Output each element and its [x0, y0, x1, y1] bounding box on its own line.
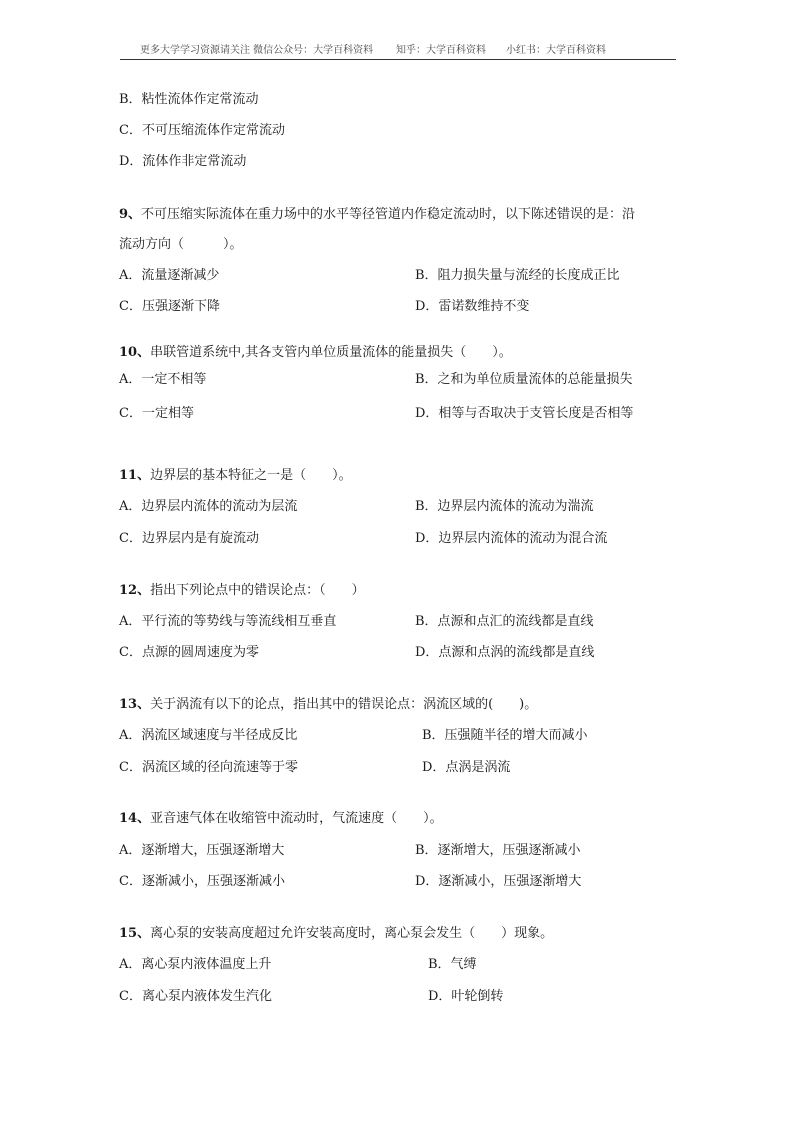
prev-option-c: C．不可压缩流体作定常流动 [119, 123, 285, 138]
question-14-text: 亚音速气体在收缩管中流动时，气流速度（ ）。 [150, 811, 443, 826]
question-9-number: 9、 [119, 207, 142, 222]
question-11-number: 11、 [119, 468, 151, 483]
question-15-option-d: D．叶轮倒转 [428, 989, 504, 1004]
question-12-option-c: C．点源的圆周速度为零 [119, 645, 259, 660]
question-11-option-c: C．边界层内是有旋流动 [119, 531, 259, 546]
question-12-option-d: D．点源和点涡的流线都是直线 [415, 645, 595, 660]
question-12-number: 12、 [119, 583, 151, 598]
prev-option-b: B．粘性流体作定常流动 [119, 92, 259, 107]
question-13-option-a: A．涡流区域速度与半径成反比 [119, 728, 298, 743]
question-15-number: 15、 [119, 926, 151, 941]
question-15-option-b: B．气缚 [428, 957, 477, 972]
question-14-option-a: A．逐渐增大，压强逐渐增大 [119, 843, 285, 858]
question-11-option-b: B．边界层内流体的流动为湍流 [415, 499, 594, 514]
question-11-line-1 [119, 467, 352, 485]
header-left-text: 更多大学学习资源请关注 微信公众号：大学百科资料 [140, 45, 374, 56]
question-11-option-d: D．边界层内流体的流动为混合流 [415, 531, 608, 546]
header-right-text: 小红书：大学百科资料 [506, 45, 606, 56]
question-12-text: 指出下列论点中的错误论点：（ ） [150, 583, 365, 598]
question-15-option-a: A．离心泵内液体温度上升 [119, 957, 272, 972]
question-10-text: 串联管道系统中,其各支管内单位质量流体的能量损失（ ）。 [150, 345, 512, 360]
question-14-line-1 [119, 810, 443, 828]
question-13-line-1 [119, 696, 537, 714]
question-9-line-2: 流动方向（ ）。 [119, 237, 243, 252]
header-middle-text: 知乎：大学百科资料 [396, 45, 486, 56]
question-13-number: 13、 [119, 697, 151, 712]
question-9-text: 不可压缩实际流体在重力场中的水平等径管道内作稳定流动时，以下陈述错误的是：沿 [141, 207, 636, 222]
question-10-option-a: A．一定不相等 [119, 372, 207, 387]
question-15-line-1 [119, 925, 553, 943]
question-13-text: 关于涡流有以下的论点，指出其中的错误论点：涡流区域的( )。 [150, 697, 538, 712]
question-15-text: 离心泵的安装高度超过允许安装高度时，离心泵会发生（ ）现象。 [150, 926, 554, 941]
question-14-option-d: D．逐渐减小，压强逐渐增大 [415, 874, 582, 889]
question-15-option-c: C．离心泵内液体发生汽化 [119, 989, 272, 1004]
question-12-line-1 [119, 582, 365, 600]
question-12-option-b: B．点源和点汇的流线都是直线 [415, 614, 594, 629]
question-9-option-a: A．流量逐渐减少 [119, 268, 220, 283]
question-10-option-b: B．之和为单位质量流体的总能量损失 [415, 372, 633, 387]
question-10-line-1 [119, 344, 512, 362]
question-11-option-a: A．边界层内流体的流动为层流 [119, 499, 298, 514]
question-10-option-c: C．一定相等 [119, 406, 194, 421]
page-header [120, 40, 676, 60]
prev-option-d: D．流体作非定常流动 [119, 154, 247, 169]
question-12-option-a: A．平行流的等势线与等流线相互垂直 [119, 614, 337, 629]
question-14-option-c: C．逐渐减小，压强逐渐减小 [119, 874, 285, 889]
question-10-number: 10、 [119, 345, 151, 360]
question-9-option-c: C．压强逐渐下降 [119, 299, 220, 314]
question-10-option-d: D．相等与否取决于支管长度是否相等 [415, 406, 634, 421]
question-14-option-b: B．逐渐增大，压强逐渐减小 [415, 843, 581, 858]
question-13-option-b: B．压强随半径的增大而减小 [422, 728, 588, 743]
question-14-number: 14、 [119, 811, 151, 826]
question-9-option-d: D．雷诺数维持不变 [415, 299, 530, 314]
question-13-option-c: C．涡流区域的径向流速等于零 [119, 760, 298, 775]
question-13-option-d: D．点涡是涡流 [422, 760, 511, 775]
question-9-option-b: B．阻力损失量与流经的长度成正比 [415, 268, 620, 283]
question-11-text: 边界层的基本特征之一是（ ）。 [150, 468, 352, 483]
question-9-line-1 [119, 206, 635, 224]
